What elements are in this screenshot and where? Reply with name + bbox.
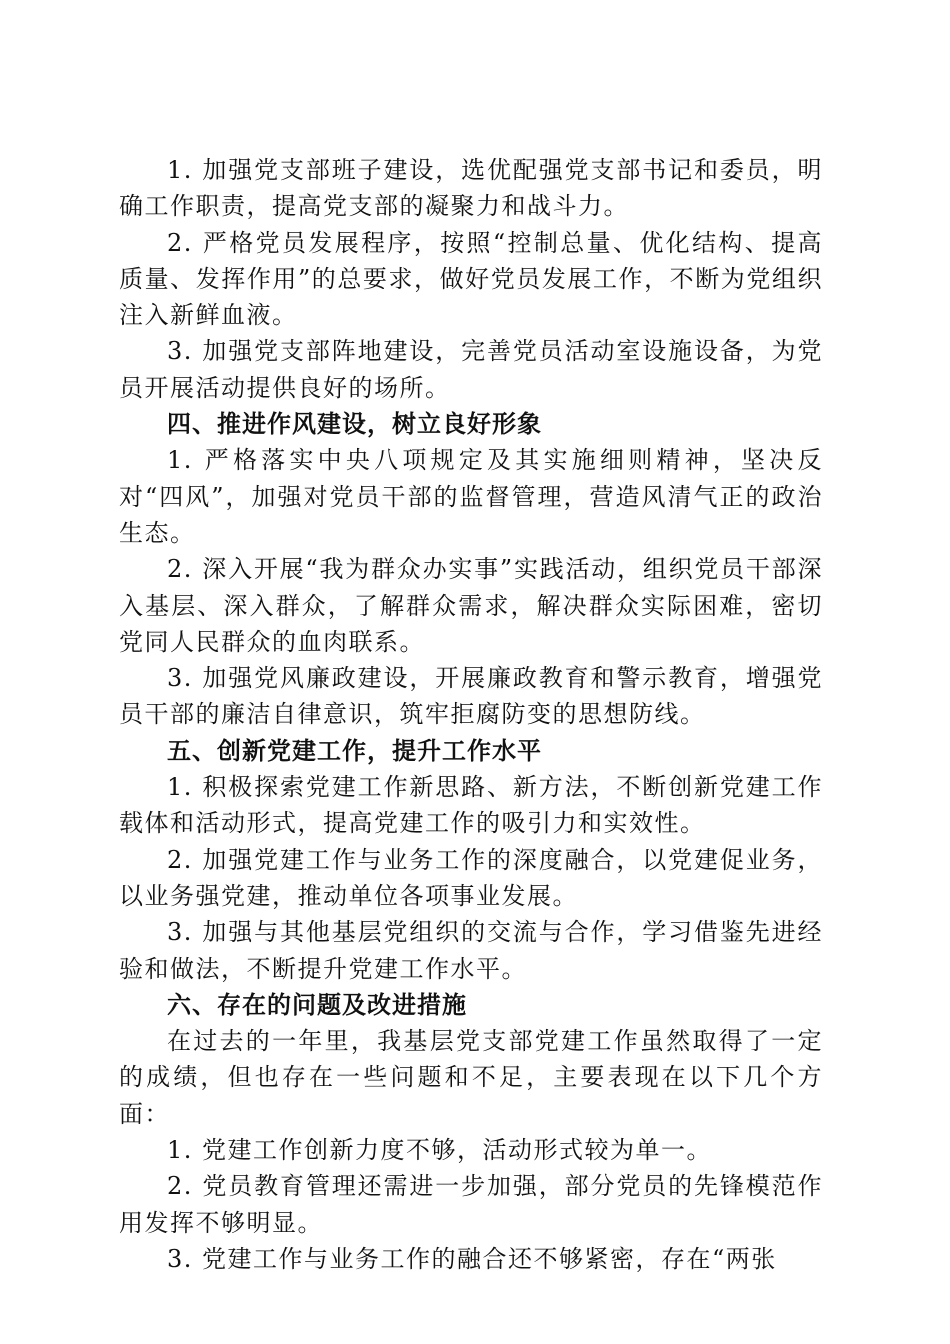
paragraph: 1. 加强党支部班子建设，选优配强党支部书记和委员，明确工作职责，提高党支部的凝聚力和战斗力。: [119, 156, 823, 221]
paragraph: 2. 严格党员发展程序，按照“控制总量、优化结构、提高质量、发挥作用”的总要求，做好党员发展工作，不断为党组织注入新鲜血液。: [119, 228, 823, 330]
section-heading: 六、存在的问题及改进措施: [167, 990, 467, 1019]
paragraph: 3. 加强党风廉政建设，开展廉政教育和警示教育，增强党员干部的廉洁自律意识，筑牢拒腐防变的思想防线。: [119, 664, 823, 729]
paragraph: 2. 加强党建工作与业务工作的深度融合，以党建促业务，以业务强党建，推动单位各项事业发展。: [119, 845, 823, 910]
paragraph: 3. 党建工作与业务工作的融合还不够紧密，存在“两张: [167, 1244, 777, 1273]
paragraph: 2. 深入开展“我为群众办实事”实践活动，组织党员干部深入基层、深入群众，了解群众需求，解决群众实际困难，密切党同人民群众的血肉联系。: [119, 555, 823, 656]
paragraph: 1. 积极探索党建工作新思路、新方法，不断创新党建工作载体和活动形式，提高党建工作的吸引力和实效性。: [119, 773, 823, 838]
paragraph: 在过去的一年里，我基层党支部党建工作虽然取得了一定的成绩，但也存在一些问题和不足，主要表现在以下几个方面：: [119, 1027, 823, 1128]
paragraph: 1. 党建工作创新力度不够，活动形式较为单一。: [167, 1136, 713, 1165]
paragraph: 1. 严格落实中央八项规定及其实施细则精神，坚决反对“四风”，加强对党员干部的监督管理，营造风清气正的政治生态。: [119, 446, 823, 547]
paragraph: 3. 加强党支部阵地建设，完善党员活动室设施设备，为党员开展活动提供良好的场所。: [119, 337, 823, 402]
section-heading: 五、创新党建工作，提升工作水平: [167, 736, 542, 765]
paragraph: 2. 党员教育管理还需进一步加强，部分党员的先锋模范作用发挥不够明显。: [119, 1172, 823, 1237]
paragraph: 3. 加强与其他基层党组织的交流与合作，学习借鉴先进经验和做法，不断提升党建工作水平。: [119, 918, 823, 983]
document-body: [119, 152, 823, 1277]
section-heading: 四、推进作风建设，树立良好形象: [167, 410, 542, 439]
